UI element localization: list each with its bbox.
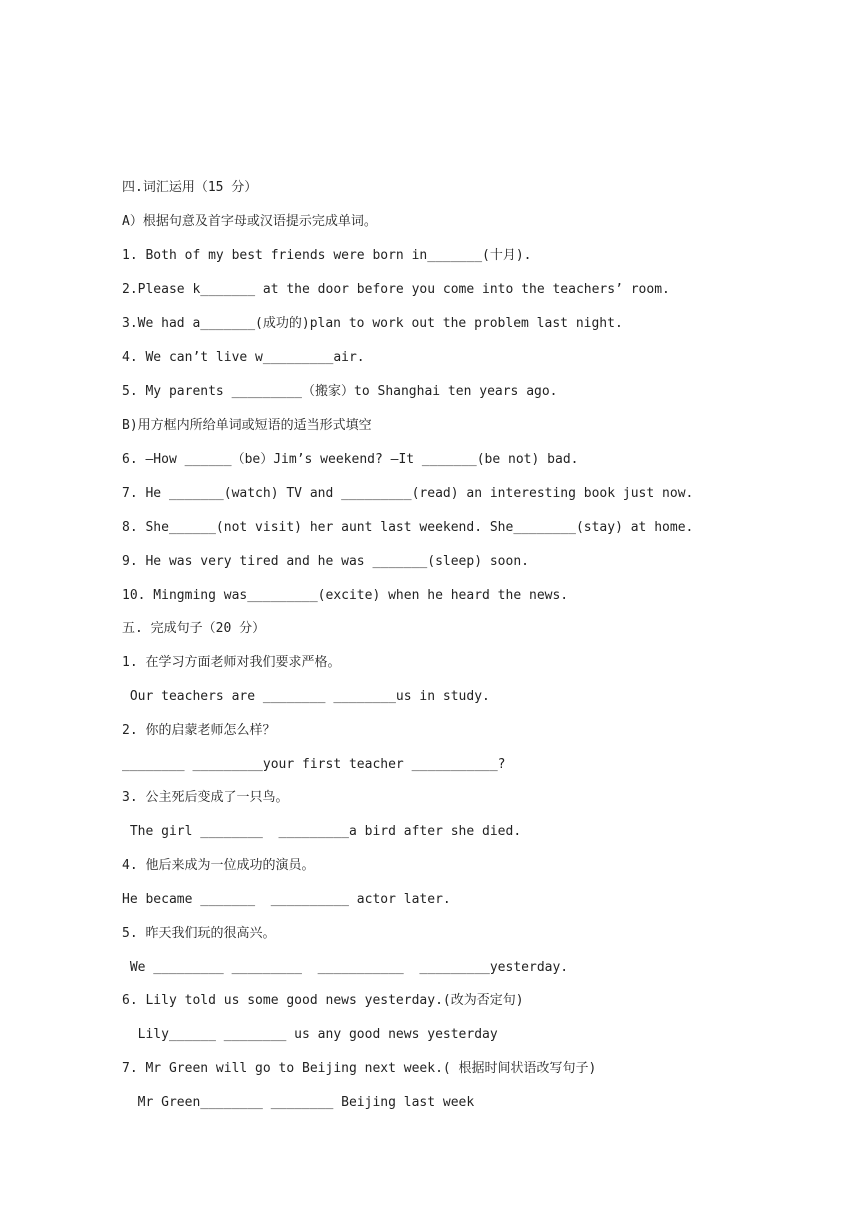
sentence-answer-line: Lily______ ________ us any good news yesterday xyxy=(122,1027,498,1042)
sentence-prompt: 7. Mr Green will go to Beijing next week.( 根据时间状语改写句子) xyxy=(122,1061,597,1076)
question-line: 10. Mingming was_________(excite) when he heard the news. xyxy=(122,588,569,603)
question-line: 2.Please k_______ at the door before you come into the teachers’ room. xyxy=(122,282,670,297)
sentence-answer-line: We _________ _________ ___________ _________yesterday. xyxy=(122,960,569,975)
sentence-answer-line: The girl ________ _________a bird after she died. xyxy=(122,824,522,839)
sentence-prompt: 3. 公主死后变成了一只鸟。 xyxy=(122,790,289,805)
question-line: 5. My parents _________（搬家）to Shanghai ten years ago. xyxy=(122,384,558,399)
question-line: 7. He _______(watch) TV and _________(read) an interesting book just now. xyxy=(122,486,694,501)
sentence-prompt: 6. Lily told us some good news yesterday.(改为否定句) xyxy=(122,993,524,1008)
sentence-prompt: 1. 在学习方面老师对我们要求严格。 xyxy=(122,655,341,670)
question-line: 3.We had a_______(成功的)plan to work out the problem last night. xyxy=(122,316,623,331)
sentence-answer-line: Our teachers are ________ ________us in study. xyxy=(122,689,490,704)
question-line: 4. We can’t live w_________air. xyxy=(122,350,365,365)
sentence-answer-line: ________ _________your first teacher ___________? xyxy=(122,757,506,772)
sentence-answer-line: Mr Green________ ________ Beijing last week xyxy=(122,1095,475,1110)
question-line: 9. He was very tired and he was _______(sleep) soon. xyxy=(122,554,529,569)
question-line: 1. Both of my best friends were born in_______(十月). xyxy=(122,248,532,263)
sentence-prompt: 2. 你的启蒙老师怎么样？ xyxy=(122,723,276,738)
section-5-title: 五. 完成句子（20 分） xyxy=(122,621,266,636)
sentence-prompt: 5. 昨天我们玩的很高兴。 xyxy=(122,926,276,941)
sentence-prompt: 4. 他后来成为一位成功的演员。 xyxy=(122,858,315,873)
part-b-title: B)用方框内所给单词或短语的适当形式填空 xyxy=(122,418,372,433)
section-4-title: 四.词汇运用（15 分） xyxy=(122,180,258,195)
sentence-answer-line: He became _______ __________ actor later. xyxy=(122,892,451,907)
part-a-title: A）根据句意及首字母或汉语提示完成单词。 xyxy=(122,214,377,229)
question-line: 6. –How ______（be）Jim’s weekend? –It _______(be not) bad. xyxy=(122,452,579,467)
question-line: 8. She______(not visit) her aunt last weekend. She________(stay) at home. xyxy=(122,520,694,535)
